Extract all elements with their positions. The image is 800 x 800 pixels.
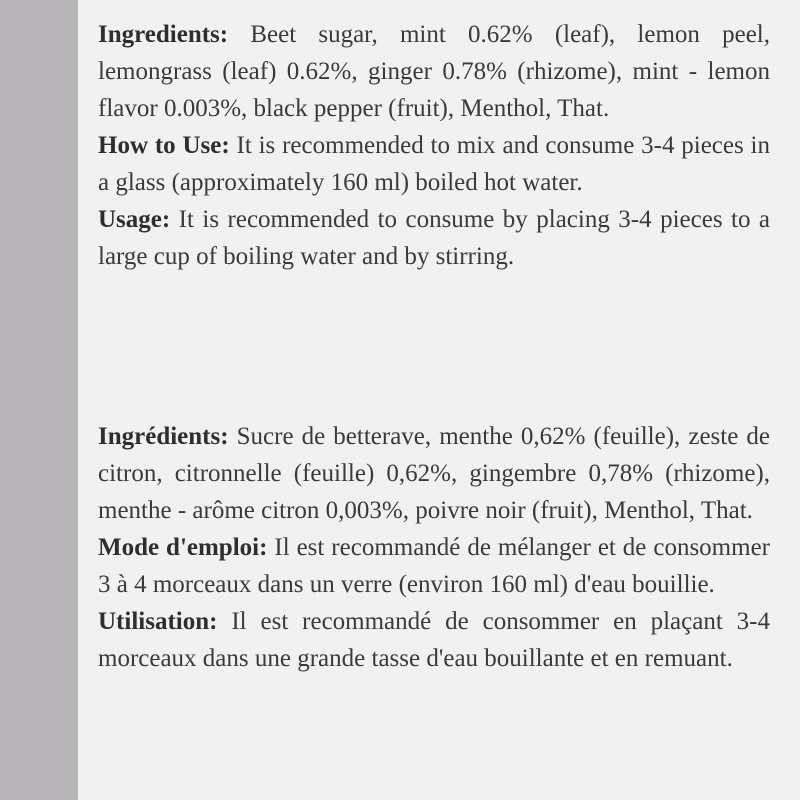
how-to-use-text: It is recommended to mix and consume 3-4 pieces in a glass (approximately 160 ml) boiled hot water. [98,132,770,196]
ingredients-text-fr: Sucre de betterave, menthe 0,62% (feuille), zeste de citron, citronnelle (feuille) 0,62%, gingembre 0,78% (rhizome), menthe - arôme citron 0,003%, poivre noir (fruit), Menthol, That. [98,423,770,524]
usage-label: Usage: [98,206,171,233]
ingredients-label-fr: Ingrédients: [98,423,229,450]
mode-emploi-label: Mode d'emploi: [98,534,268,561]
english-usage [98,201,770,275]
how-to-use-label: How to Use: [98,132,230,159]
ingredients-text: Beet sugar, mint 0.62% (leaf), lemon peel, lemongrass (leaf) 0.62%, ginger 0.78% (rhizome), mint - lemon flavor 0.003%, black pepper (fruit), Menthol, That. [98,21,770,122]
english-section [98,16,770,275]
french-ingredients [98,418,770,529]
ingredients-label: Ingredients: [98,21,229,48]
label-panel [78,0,800,800]
french-section [98,418,770,677]
french-mode-emploi [98,529,770,603]
mode-emploi-text: Il est recommandé de mélanger et de consommer 3 à 4 morceaux dans un verre (environ 160 ml) d'eau bouillie. [98,534,770,598]
french-utilisation [98,603,770,677]
english-ingredients [98,16,770,127]
english-how-to-use [98,127,770,201]
utilisation-text: Il est recommandé de consommer en plaçant 3-4 morceaux dans une grande tasse d'eau bouillante et en remuant. [98,608,770,672]
utilisation-label: Utilisation: [98,608,218,635]
usage-text: It is recommended to consume by placing 3-4 pieces to a large cup of boiling water and by stirring. [98,206,770,270]
